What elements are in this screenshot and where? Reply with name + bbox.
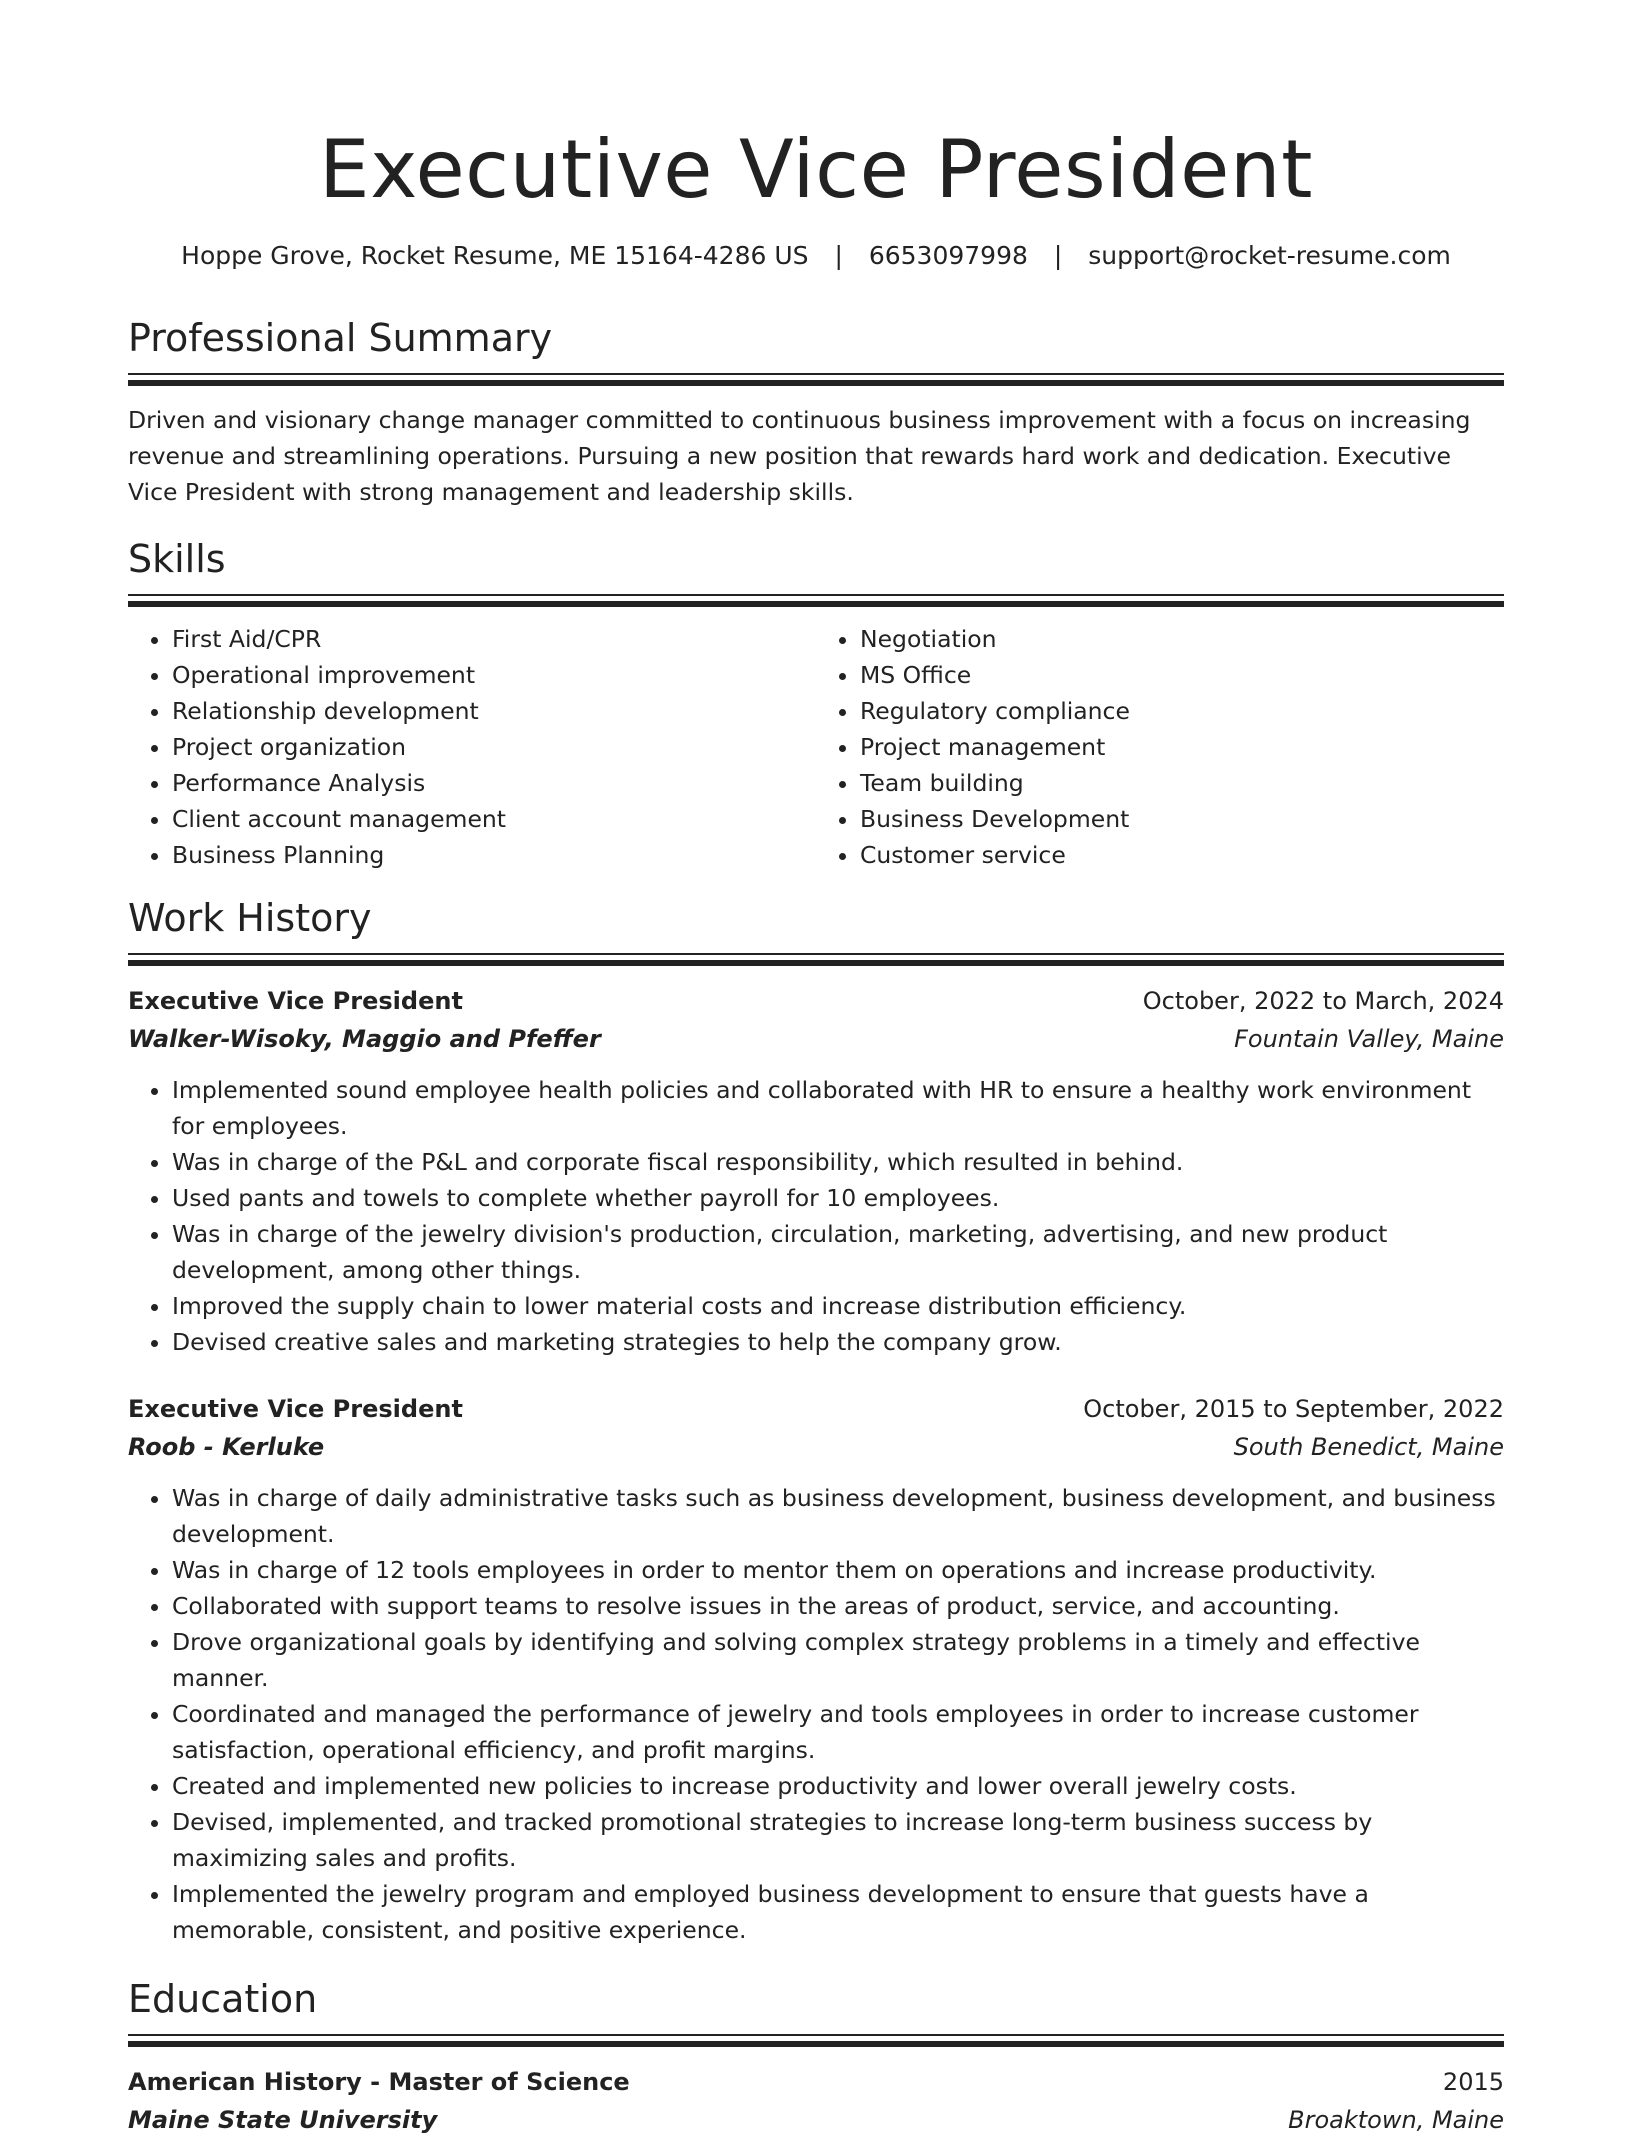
job-bullet: • Improved the supply chain to lower material costs and increase distribution efficiency. xyxy=(172,1288,1504,1324)
summary-text: Driven and visionary change manager committed to continuous business improvement with a focus on increasing revenue and streamlining operations. Pursuing a new position that rewards hard work and dedication. Executive Vice President with strong management and leadership skills. xyxy=(128,406,1471,506)
job-header xyxy=(128,982,1504,1020)
skills-section xyxy=(128,536,1504,873)
contact-line xyxy=(128,240,1504,272)
skill-item: • First Aid/CPR xyxy=(172,621,816,657)
skills-columns xyxy=(128,621,1504,873)
job-company: Roob - Kerluke xyxy=(128,1433,325,1461)
job-title: Executive Vice President xyxy=(128,1395,463,1423)
summary-section xyxy=(128,315,1504,510)
education-entry xyxy=(128,2063,1504,2139)
skills-list-right xyxy=(816,621,1504,873)
skill-item: • Customer service xyxy=(860,837,1504,873)
skill-item: • Project management xyxy=(860,729,1504,765)
skill-item: • Operational improvement xyxy=(172,657,816,693)
job-bullets xyxy=(128,1480,1504,1948)
section-rule-thick xyxy=(128,960,1504,966)
job-bullet: • Devised creative sales and marketing strategies to help the company grow. xyxy=(172,1324,1504,1360)
education-year: 2015 xyxy=(1442,2068,1504,2096)
section-rule xyxy=(128,594,1504,596)
job-bullet: • Drove organizational goals by identifying and solving complex strategy problems in a timely and effective manner. xyxy=(172,1624,1504,1696)
job-subheader xyxy=(128,1428,1504,1466)
section-rule-thick xyxy=(128,2041,1504,2047)
skill-item: • Client account management xyxy=(172,801,816,837)
contact-address: Hoppe Grove, Rocket Resume, ME 15164-4286 US xyxy=(181,241,809,270)
skills-heading: Skills xyxy=(128,537,226,581)
section-rule xyxy=(128,953,1504,955)
job-dates: October, 2022 to March, 2024 xyxy=(1142,987,1504,1015)
section-rule-thick xyxy=(128,601,1504,607)
education-subheader xyxy=(128,2101,1504,2139)
job-bullets xyxy=(128,1072,1504,1360)
skill-item: • Regulatory compliance xyxy=(860,693,1504,729)
job-company: Walker-Wisoky, Maggio and Pfeffer xyxy=(128,1025,601,1053)
job-bullet: • Used pants and towels to complete whether payroll for 10 employees. xyxy=(172,1180,1504,1216)
skill-item: • MS Office xyxy=(860,657,1504,693)
skill-item: • Team building xyxy=(860,765,1504,801)
job-bullet: • Devised, implemented, and tracked promotional strategies to increase long-term business success by maximizing sales and profits. xyxy=(172,1804,1504,1876)
job-bullet: • Created and implemented new policies to increase productivity and lower overall jewelry costs. xyxy=(172,1768,1504,1804)
resume-title: Executive Vice President xyxy=(319,123,1313,216)
summary-heading: Professional Summary xyxy=(128,316,553,360)
job-bullet: • Collaborated with support teams to resolve issues in the areas of product, service, and accounting. xyxy=(172,1588,1504,1624)
section-rule-thick xyxy=(128,380,1504,386)
job-bullet: • Implemented the jewelry program and employed business development to ensure that guests have a memorable, consistent, and positive experience. xyxy=(172,1876,1504,1948)
contact-email: support@rocket-resume.com xyxy=(1088,241,1451,270)
job-bullet: • Implemented sound employee health policies and collaborated with HR to ensure a healthy work environment for employees. xyxy=(172,1072,1504,1144)
skill-item: • Relationship development xyxy=(172,693,816,729)
education-degree: American History - Master of Science xyxy=(128,2068,630,2096)
job-bullet: • Was in charge of daily administrative tasks such as business development, business development, and business development. xyxy=(172,1480,1504,1552)
education-section xyxy=(128,1976,1504,2139)
section-rule xyxy=(128,373,1504,375)
section-rule xyxy=(128,2034,1504,2036)
skills-list-left xyxy=(128,621,816,873)
job-subheader xyxy=(128,1020,1504,1058)
job-bullet: • Was in charge of the P&L and corporate fiscal responsibility, which resulted in behind. xyxy=(172,1144,1504,1180)
job-entry xyxy=(128,1390,1504,1948)
skill-item: • Negotiation xyxy=(860,621,1504,657)
work-section xyxy=(128,895,1504,1948)
contact-phone: 6653097998 xyxy=(868,241,1028,270)
skill-item: • Business Development xyxy=(860,801,1504,837)
skill-item: • Performance Analysis xyxy=(172,765,816,801)
skill-item: • Business Planning xyxy=(172,837,816,873)
job-bullet: • Coordinated and managed the performance of jewelry and tools employees in order to increase customer satisfaction, operational efficiency, and profit margins. xyxy=(172,1696,1504,1768)
job-location: South Benedict, Maine xyxy=(1233,1433,1504,1461)
skill-item: • Project organization xyxy=(172,729,816,765)
resume-page xyxy=(128,0,1504,2139)
job-dates: October, 2015 to September, 2022 xyxy=(1083,1395,1504,1423)
job-entry xyxy=(128,982,1504,1360)
education-header xyxy=(128,2063,1504,2101)
education-school: Maine State University xyxy=(128,2106,438,2134)
job-header xyxy=(128,1390,1504,1428)
job-title: Executive Vice President xyxy=(128,987,463,1015)
contact-separator: | xyxy=(834,241,843,270)
job-location: Fountain Valley, Maine xyxy=(1234,1025,1504,1053)
job-bullet: • Was in charge of the jewelry division's production, circulation, marketing, advertising, and new product development, among other things. xyxy=(172,1216,1504,1288)
job-bullet: • Was in charge of 12 tools employees in order to mentor them on operations and increase productivity. xyxy=(172,1552,1504,1588)
education-heading: Education xyxy=(128,1977,318,2021)
contact-separator: | xyxy=(1053,241,1063,270)
work-heading: Work History xyxy=(128,896,372,940)
education-location: Broaktown, Maine xyxy=(1288,2106,1504,2134)
